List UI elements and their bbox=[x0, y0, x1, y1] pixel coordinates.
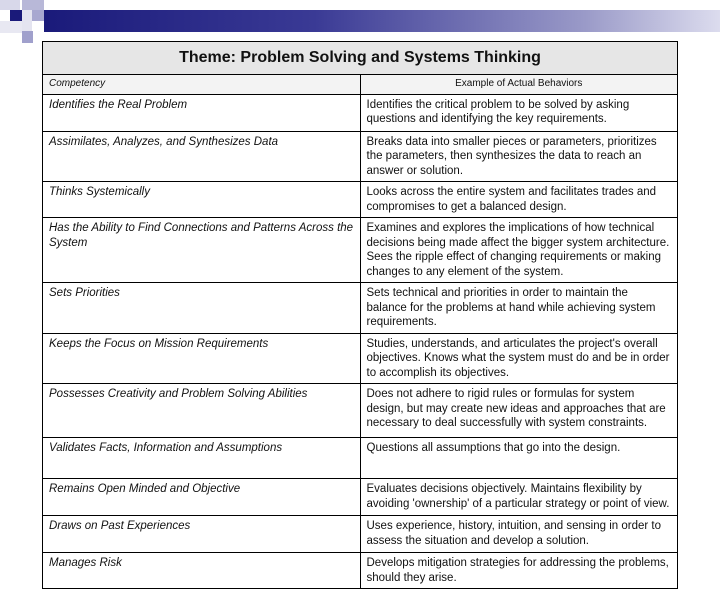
competency-cell: Draws on Past Experiences bbox=[43, 516, 361, 553]
behavior-cell: Looks across the entire system and facilitates trades and compromises to get a balanced design. bbox=[360, 182, 678, 218]
competency-cell: Has the Ability to Find Connections and Patterns Across the System bbox=[43, 218, 361, 283]
behavior-cell: Develops mitigation strategies for addressing the problems, should they arise. bbox=[360, 553, 678, 589]
competency-cell: Keeps the Focus on Mission Requirements bbox=[43, 333, 361, 384]
table-row bbox=[43, 438, 678, 479]
table-title: Theme: Problem Solving and Systems Thinking bbox=[43, 42, 678, 75]
behavior-cell: Uses experience, history, intuition, and sensing in order to assess the situation and develop a solution. bbox=[360, 516, 678, 553]
table-row bbox=[43, 479, 678, 516]
table-row bbox=[43, 516, 678, 553]
behavior-cell: Identifies the critical problem to be solved by asking questions and identifying the key requirements. bbox=[360, 94, 678, 131]
competency-cell: Validates Facts, Information and Assumptions bbox=[43, 438, 361, 479]
competency-cell: Manages Risk bbox=[43, 553, 361, 589]
competency-cell: Sets Priorities bbox=[43, 283, 361, 334]
competency-cell: Thinks Systemically bbox=[43, 182, 361, 218]
behavior-cell: Does not adhere to rigid rules or formulas for system design, but may create new ideas and approaches that are necessary to deal successfully with system constraints. bbox=[360, 384, 678, 438]
table-row bbox=[43, 94, 678, 131]
competency-table bbox=[42, 41, 678, 589]
table-row bbox=[43, 182, 678, 218]
column-header-behaviors: Example of Actual Behaviors bbox=[360, 75, 678, 95]
table-row bbox=[43, 218, 678, 283]
behavior-cell: Examines and explores the implications of how technical decisions being made affect the bigger system architecture. Sees the ripple effect of changing requirements or making changes to any element of the system. bbox=[360, 218, 678, 283]
behavior-cell: Studies, understands, and articulates the project's overall objectives. Knows what the system must do and be in order to accomplish its objectives. bbox=[360, 333, 678, 384]
column-header-competency: Competency bbox=[43, 75, 361, 95]
competency-cell: Identifies the Real Problem bbox=[43, 94, 361, 131]
table-row bbox=[43, 131, 678, 182]
behavior-cell: Breaks data into smaller pieces or parameters, prioritizes the parameters, then synthesizes the data to reach an answer or solution. bbox=[360, 131, 678, 182]
competency-cell: Assimilates, Analyzes, and Synthesizes Data bbox=[43, 131, 361, 182]
competency-cell: Possesses Creativity and Problem Solving Abilities bbox=[43, 384, 361, 438]
behavior-cell: Evaluates decisions objectively. Maintains flexibility by avoiding 'ownership' of a particular strategy or point of view. bbox=[360, 479, 678, 516]
behavior-cell: Questions all assumptions that go into the design. bbox=[360, 438, 678, 479]
table-row bbox=[43, 283, 678, 334]
table-row bbox=[43, 553, 678, 589]
header-gradient-bar bbox=[44, 10, 720, 32]
table-row bbox=[43, 333, 678, 384]
competency-cell: Remains Open Minded and Objective bbox=[43, 479, 361, 516]
behavior-cell: Sets technical and priorities in order to maintain the balance for the problems at hand while achieving system requirements. bbox=[360, 283, 678, 334]
table-row bbox=[43, 384, 678, 438]
